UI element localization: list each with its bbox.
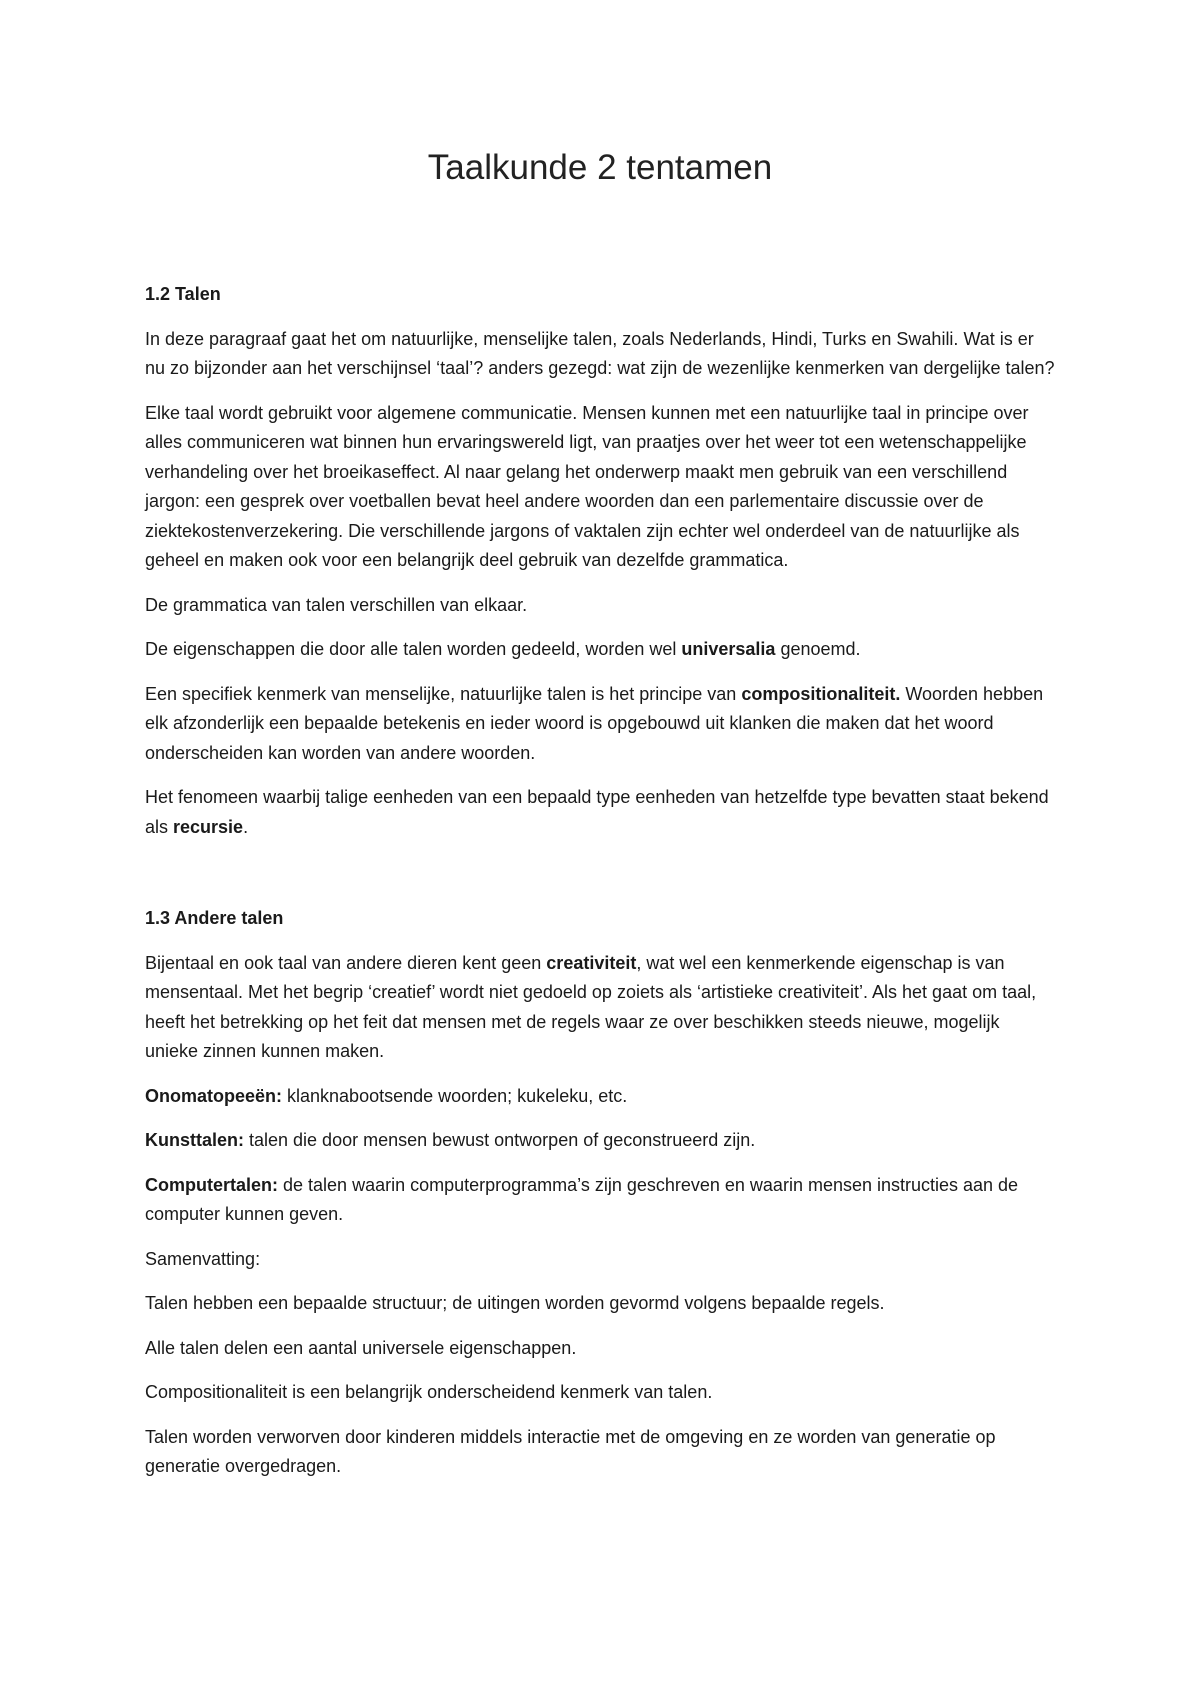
- definition: [145, 1171, 1055, 1230]
- paragraph: Elke taal wordt gebruikt voor algemene communicatie. Mensen kunnen met een natuurlijke taal in principe over alles communiceren wat binnen hun ervaringswereld ligt, van praatjes over het weer tot een wetenschappelijke verhandeling over het broeikaseffect. Al naar gelang het onderwerp maakt men gebruik van een verschillend jargon: een gesprek over voetballen bevat heel andere woorden dan een parlementaire discussie over de ziektekostenverzekering. Die verschillende jargons of vaktalen zijn echter wel onderdeel van de natuurlijke als geheel en maken ook voor een belangrijk deel gebruik van dezelfde grammatica.: [145, 402, 1029, 570]
- summary-label: Samenvatting:: [145, 1248, 261, 1269]
- bold-term-creativiteit: creativiteit: [546, 952, 637, 973]
- bold-term-universalia: universalia: [681, 639, 776, 659]
- paragraph: [145, 635, 1055, 665]
- summary-item: Compositionaliteit is een belangrijk onderscheidend kenmerk van talen.: [145, 1382, 713, 1402]
- definition-text: talen die door mensen bewust ontworpen of geconstrueerd zijn.: [244, 1130, 756, 1150]
- text-span: De eigenschappen die door alle talen worden gedeeld, worden wel: [145, 639, 682, 659]
- summary-item: Alle talen delen een aantal universele eigenschappen.: [145, 1337, 577, 1358]
- paragraph: [145, 680, 1055, 769]
- paragraph: [145, 783, 1055, 842]
- section-heading-andere-talen: 1.3 Andere talen: [145, 908, 284, 928]
- definition-text: klanknabootsende woorden; kukeleku, etc.: [282, 1085, 628, 1106]
- text-span: , wat wel een kenmerkende eigenschap is van mensentaal. Met het begrip ‘creatief’ wordt niet gedoeld op zoiets als ‘artistieke creativiteit’. Als het gaat om taal, heeft het betrekking op het feit dat mensen met de regels waar ze over beschikken steeds nieuwe, mogelijk unieke zinnen kunnen maken.: [145, 952, 1037, 1061]
- section-heading-talen: 1.2 Talen: [145, 284, 221, 304]
- definition: [145, 1126, 1055, 1156]
- paragraph: [145, 949, 1055, 1067]
- text-span: Het fenomeen waarbij talige eenheden van een bepaald type eenheden van hetzelfde type bevatten staat bekend als: [145, 787, 1049, 837]
- bold-term-compositionaliteit: compositionaliteit.: [741, 683, 901, 704]
- definition-term: Onomatopeeën:: [145, 1085, 283, 1106]
- text-span: Woorden hebben elk afzonderlijk een bepaalde betekenis en ieder woord is opgebouwd uit klanken die maken dat het woord onderscheiden kan worden van andere woorden.: [145, 683, 1044, 763]
- summary-item: Talen hebben een bepaalde structuur; de uitingen worden gevormd volgens bepaalde regels.: [145, 1293, 885, 1313]
- document-title: Taalkunde 2 tentamen: [427, 148, 773, 187]
- summary-item: Talen worden verworven door kinderen middels interactie met de omgeving en ze worden van generatie op generatie overgedragen.: [145, 1426, 996, 1476]
- paragraph: In deze paragraaf gaat het om natuurlijke, menselijke talen, zoals Nederlands, Hindi, Turks en Swahili. Wat is er nu zo bijzonder aan het verschijnsel ‘taal’? anders gezegd: wat zijn de wezenlijke kenmerken van dergelijke talen?: [145, 328, 1055, 378]
- text-span: Een specifiek kenmerk van menselijke, natuurlijke talen is het principe van: [145, 683, 742, 704]
- paragraph: De grammatica van talen verschillen van elkaar.: [145, 594, 528, 615]
- text-span: .: [243, 816, 249, 837]
- definition-term: Computertalen:: [145, 1174, 279, 1195]
- definition: [145, 1082, 1055, 1112]
- text-span: Bijentaal en ook taal van andere dieren kent geen: [145, 952, 547, 973]
- definition-term: Kunsttalen:: [145, 1130, 244, 1150]
- document-body: [145, 280, 1055, 1497]
- text-span: genoemd.: [775, 639, 861, 659]
- bold-term-recursie: recursie: [173, 816, 244, 837]
- definition-text: de talen waarin computerprogramma’s zijn geschreven en waarin mensen instructies aan de computer kunnen geven.: [145, 1174, 1019, 1224]
